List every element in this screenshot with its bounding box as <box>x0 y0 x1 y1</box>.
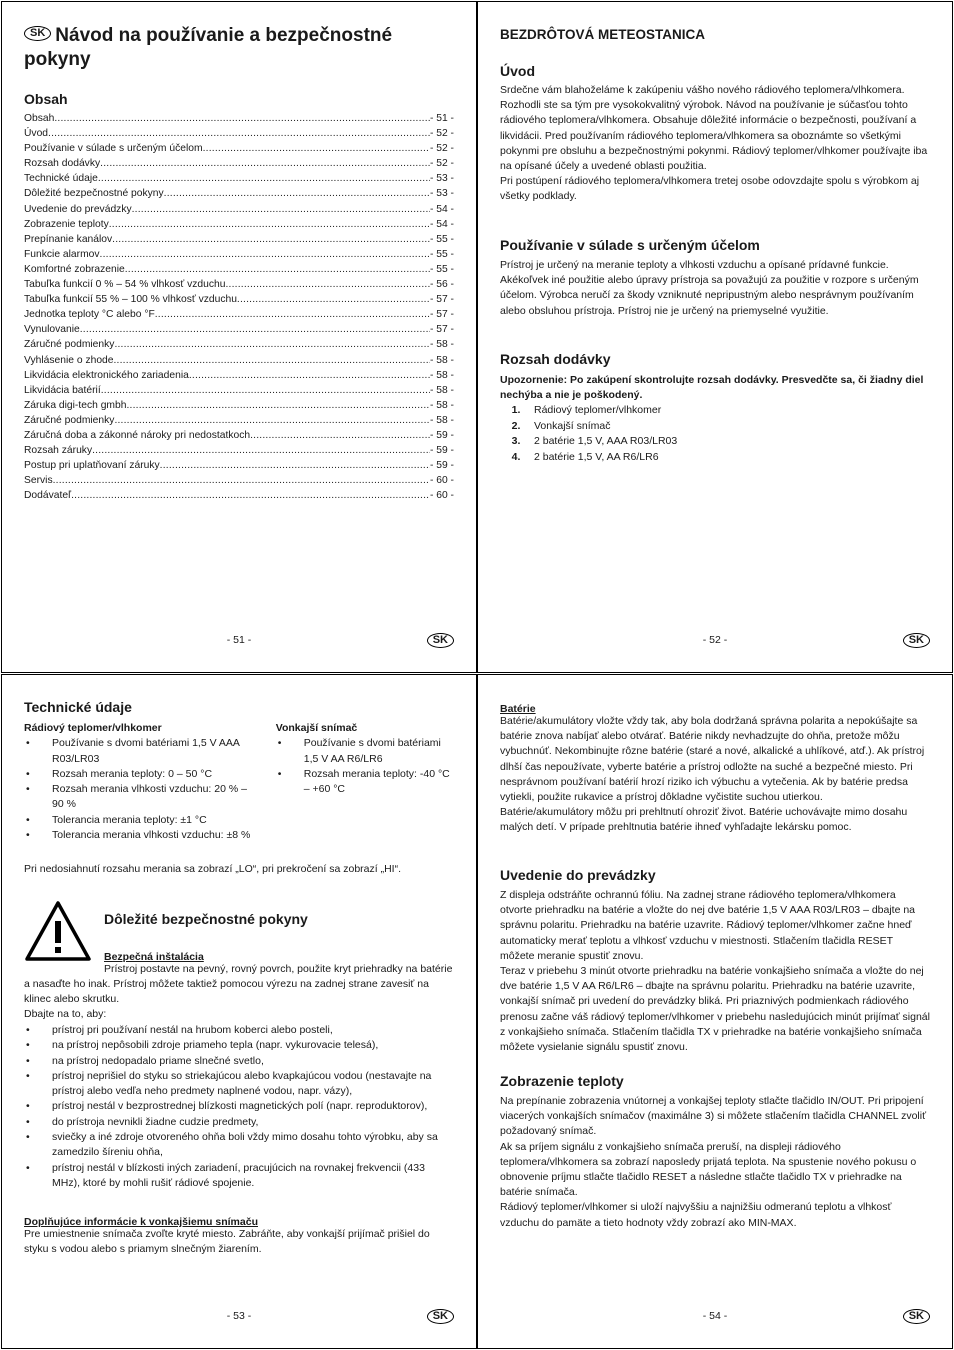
toc-leader <box>100 247 430 262</box>
item-number: 1. <box>511 404 521 416</box>
language-badge: SK <box>903 633 930 648</box>
page-53 <box>1 674 477 1349</box>
toc-entry-label: Tabuľka funkcií 0 % – 54 % vlhkosť vzduchu <box>24 279 226 291</box>
toc-entry-label: Rozsah dodávky <box>24 158 101 170</box>
toc-entry[interactable] <box>24 262 454 277</box>
toc-entry[interactable] <box>24 337 454 352</box>
list-item: • Používanie s dvomi batériami 1,5 V AA R6/LR6 <box>276 736 454 767</box>
toc-leader <box>250 428 430 443</box>
page-footer <box>24 1309 454 1325</box>
batteries-paragraph: Batérie/akumulátory môžu pri prehltnutí ohroziť život. Batérie uchovávajte mimo dosahu malých detí. V prípade prehltnutia batérie ihneď vyhľadajte lekársku pomoc. <box>500 806 908 834</box>
toc-entry[interactable] <box>24 307 454 322</box>
list-item <box>500 419 930 435</box>
section-heading-startup: Uvedenie do prevádzky <box>500 867 656 883</box>
toc-entry-label: Vyhlásenie o zhode <box>24 354 114 366</box>
toc-entry-label: Postup pri uplatňovaní záruky <box>24 460 160 472</box>
toc-entry-label: Vynulovanie <box>24 324 80 336</box>
toc-entry[interactable] <box>24 428 454 443</box>
toc-entry-label: Úvod <box>24 128 49 140</box>
intended-use-paragraph: Prístroj je určený na meranie teploty a vlhkosti vzduchu a opísané prídavné funkcie. Akékoľvek iné použitie alebo úpravy prístroja sa považujú za použitie v rozpore s určeným účelom. Výrobca neručí za škody vzniknuté nepripustným alebo nesprávnym používaním alebo obsluhou prístroja. Prístroj nie je určený na priemyselné využitie. <box>500 259 919 317</box>
toc-entry[interactable] <box>24 171 454 186</box>
page-footer <box>500 633 930 649</box>
section-heading-scope: Rozsah dodávky <box>500 351 611 367</box>
toc-entry-label: Prepínanie kanálov <box>24 233 113 245</box>
toc-entry[interactable] <box>24 458 454 473</box>
toc-heading: Obsah <box>24 91 68 107</box>
scope-list <box>500 403 930 465</box>
list-item: • prístroj pri používaní nestál na hrubom koberci alebo posteli, <box>24 1023 454 1038</box>
toc-entry[interactable] <box>24 277 454 292</box>
section-heading-intended-use: Používanie v súlade s určeným účelom <box>500 237 760 253</box>
list-item: • Používanie s dvomi batériami 1,5 V AAA R03/LR03 <box>24 736 258 767</box>
toc-leader <box>71 488 430 503</box>
page-number: - 54 - <box>702 1310 728 1322</box>
toc-leader <box>114 337 430 352</box>
toc-entry-page: - 52 - <box>429 143 454 155</box>
list-item: • Tolerancia merania teploty: ±1 °C <box>24 813 258 828</box>
toc-leader <box>160 458 430 473</box>
spec-column-heading: Vonkajší snímač <box>275 722 358 734</box>
toc-entry-label: Záručné podmienky <box>24 414 115 426</box>
toc-leader <box>112 232 430 247</box>
toc-entry-label: Záručné podmienky <box>24 339 115 351</box>
toc-leader <box>225 277 429 292</box>
toc-entry-page: - 57 - <box>429 324 454 336</box>
toc-entry-page: - 59 - <box>429 429 454 441</box>
toc-leader <box>48 126 430 141</box>
list-item: • na prístroj nedopadalo priame slnečné svetlo, <box>24 1054 454 1069</box>
toc-entry-page: - 53 - <box>429 173 454 185</box>
item-number: 4. <box>511 450 521 463</box>
intro-paragraph: Srdečne vám blahoželáme k zakúpeniu vášho nového rádiového teplomera/vlhkomera. Rozhodli ste sa tým pre vysokokvalitný výrobok. Návod na používanie je súčasťou tohto rádiového teplomera/vlhkomera. Obsahuje dôležité informácie o bezpečnosti, používaní a likvidácii. Pred používaním rádiového teplomera/vlhkomera sa oboznámte so všetkými pokynmi pre obsluhu a bezpečnostnými pokynmi. Rádiový teplomer/vlhkomer používajte iba na opísané účely a uvedené oblasti použitia. <box>500 84 928 173</box>
toc-entry[interactable] <box>24 473 454 488</box>
toc-entry-label: Zobrazenie teploty <box>24 218 109 230</box>
toc-entry[interactable] <box>24 292 454 307</box>
safety-list <box>24 1023 454 1191</box>
page-number: - 52 - <box>702 634 728 646</box>
toc-entry-page: - 57 - <box>429 309 454 321</box>
item-text: Vonkajší snímač <box>534 419 611 432</box>
toc-entry-page: - 56 - <box>429 279 454 291</box>
toc-leader <box>54 111 430 126</box>
toc-leader <box>189 368 430 383</box>
title-text: Návod na používanie a bezpečnostné pokyny <box>24 25 393 70</box>
toc-leader <box>92 443 430 458</box>
section-heading-temperature: Zobrazenie teploty <box>500 1073 624 1089</box>
toc-entry-label: Uvedenie do prevádzky <box>24 203 132 215</box>
toc-entry[interactable] <box>24 126 454 141</box>
toc-leader <box>114 413 430 428</box>
list-item: • na prístroj nepôsobili zdroje priameho tepla (napr. vykurovacie telesá), <box>24 1038 454 1053</box>
list-item: • prístroj neprišiel do styku so striekajúcou alebo kvapkajúcou vodou (nestavajte na prístroj alebo vedľa neho predmety naplnené vodou, napr. vázy), <box>24 1069 454 1100</box>
toc-leader <box>80 322 430 337</box>
toc-leader <box>125 262 430 277</box>
toc-entry-page: - 59 - <box>429 445 454 457</box>
section-heading-safety: Dôležité bezpečnostné pokyny <box>104 911 308 927</box>
page-footer <box>24 633 454 649</box>
toc-entry-page: - 58 - <box>429 399 454 411</box>
toc-leader <box>101 383 430 398</box>
toc-entry-page: - 55 - <box>429 233 454 245</box>
toc-entry-label: Dôležité bezpečnostné pokyny <box>24 188 164 200</box>
toc-entry-label: Komfortné zobrazenie <box>24 263 125 275</box>
toc-leader <box>164 186 430 201</box>
toc-entry[interactable] <box>24 413 454 428</box>
toc-entry[interactable] <box>24 217 454 232</box>
toc-entry-page: - 60 - <box>429 490 454 502</box>
page-footer <box>500 1309 930 1325</box>
toc-entry[interactable] <box>24 443 454 458</box>
toc-entry-page: - 52 - <box>429 158 454 170</box>
toc-entry-page: - 57 - <box>429 294 454 306</box>
toc-entry-page: - 58 - <box>429 369 454 381</box>
toc-leader <box>126 398 430 413</box>
page-number: - 53 - <box>226 1310 252 1322</box>
toc-entry-page: - 55 - <box>429 263 454 275</box>
list-item: • do prístroja nevnikli žiadne cudzie predmety, <box>24 1115 454 1130</box>
toc-leader <box>237 292 430 307</box>
toc-entry[interactable] <box>24 232 454 247</box>
page-title <box>24 24 454 72</box>
toc-entry-page: - 60 - <box>429 475 454 487</box>
list-item: • Rozsah merania vlhkosti vzduchu: 20 % – 90 % <box>24 782 258 813</box>
list-item: • Rozsah merania teploty: 0 – 50 °C <box>24 767 258 782</box>
list-item <box>500 403 930 419</box>
table-of-contents <box>24 111 454 503</box>
list-item: • prístroj nestál v blízkosti iných zariadení, pracujúcich na rovnakej frekvencii (433 MHz), ktoré by mohli rušiť rádiové spojenie. <box>24 1161 454 1192</box>
toc-entry-label: Záruka digi-tech gmbh <box>24 399 127 411</box>
toc-entry-label: Servis <box>24 475 53 487</box>
toc-entry-page: - 58 - <box>429 339 454 351</box>
scope-note: Upozornenie: Po zakúpení skontrolujte rozsah dodávky. Presvedčte sa, či žiadny diel nechýba a nie je poškodený. <box>500 374 924 402</box>
warning-icon <box>24 899 92 963</box>
section-heading-tech: Technické údaje <box>24 699 132 715</box>
toc-entry-label: Likvidácia elektronického zariadenia <box>24 369 189 381</box>
toc-leader <box>98 171 430 186</box>
toc-entry[interactable] <box>24 111 454 126</box>
toc-leader <box>114 353 430 368</box>
toc-entry-page: - 53 - <box>429 188 454 200</box>
tech-specs <box>24 721 454 843</box>
sub-heading-batteries: Batérie <box>500 703 536 715</box>
toc-entry-page: - 59 - <box>429 460 454 472</box>
language-badge: SK <box>427 1309 454 1324</box>
toc-entry[interactable] <box>24 383 454 398</box>
install-paragraph: Prístroj postavte na pevný, rovný povrch, použite kryt priehradky na batérie a nasaďte ho inak. Prístroj môžete taktiež pomocou výrezu na zadnej strane zavesiť na klinec alebo skrutku. <box>24 963 453 1006</box>
temperature-paragraph: Na prepínanie zobrazenia vnútornej a vonkajšej teploty stlačte tlačidlo IN/OUT. Pri pripojení viacerých vonkajších snímačov (maximálne 3) si môžete stlačením tlačidla CHANNEL zvoliť požadovaný snímač. <box>500 1095 927 1138</box>
sub-heading-install: Bezpečná inštalácia <box>104 951 204 963</box>
toc-entry-label: Záručná doba a zákonné nároky pri nedostatkoch <box>24 429 251 441</box>
temperature-paragraph: Rádiový teplomer/vlhkomer si uloží najvyššiu a najnižšiu odmeranú teplotu a vlhkosť vzduchu do pamäte a tieto hodnoty vždy zobrazí ako MIN-MAX. <box>500 1201 892 1229</box>
toc-entry-page: - 58 - <box>429 414 454 426</box>
list-item: • prístroj nestál v bezprostrednej blízkosti magnetických polí (napr. reproduktorov), <box>24 1099 454 1114</box>
toc-entry-label: Tabuľka funkcií 55 % – 100 % vlhkosť vzduchu <box>24 294 237 306</box>
page-52 <box>477 1 953 673</box>
sensor-paragraph: Pre umiestnenie snímača zvoľte kryté miesto. Zabráňte, aby vonkajší prijímač prišiel do styku s vodou alebo s priamym slnečným žiarením. <box>24 1228 430 1256</box>
toc-entry[interactable] <box>24 141 454 156</box>
list-item: • Tolerancia merania vlhkosti vzduchu: ±8 % <box>24 828 258 843</box>
observe-label: Dbajte na to, aby: <box>24 1008 107 1020</box>
page-number: - 51 - <box>226 634 252 646</box>
toc-leader <box>132 202 430 217</box>
batteries-paragraph: Batérie/akumulátory vložte vždy tak, aby bola dodržaná správna polarita a nepokúšajte sa batérie znova nabíjať alebo otvárať. Batérie nikdy nevhadzujte do ohňa, pretože môžu vybuchnúť. Nekombinujte rôzne batérie (staré a nové, alkalické a uhlíkové, atď.). Ak prístroj dlhší čas nepoužívate, vyberte batérie a prístroj odložte na suché a bezpečné miesto. Pri nesprávnom používaní batérií hrozí riziko ich výbuchu a vytečenia. Ak by batérie predsa vytiekli, použite rukavice a prístroj dôkladne vyčistite suchou utierkou. <box>500 715 925 804</box>
toc-entry[interactable] <box>24 186 454 201</box>
toc-entry-label: Používanie v súlade s určeným účelom <box>24 143 203 155</box>
language-badge: SK <box>903 1309 930 1324</box>
language-badge: SK <box>24 26 51 41</box>
toc-entry[interactable] <box>24 247 454 262</box>
toc-entry-page: - 51 - <box>429 113 454 124</box>
list-item <box>500 450 930 466</box>
range-note: Pri nedosiahnutí rozsahu merania sa zobrazí „LO“, pri prekročení sa zobrazí „HI“. <box>24 863 401 875</box>
toc-entry[interactable] <box>24 368 454 383</box>
toc-entry-label: Rozsah záruky <box>24 445 93 457</box>
toc-entry[interactable] <box>24 322 454 337</box>
startup-paragraph: Z displeja odstráňte ochrannú fóliu. Na zadnej strane rádiového teplomera/vlhkomera otvorte priehradku na batérie a vložte do nej dve batérie 1,5 V AAA R03/LR03 – dbajte na správnu polaritu. Priehradku na batérie uzavrite. Rádiový teplomer/vlhkomer začne hneď automaticky merať teplotu a vlhkosť vzduchu v miestnosti. Stlačením tlačidla RESET môžete meranie spustiť znovu. <box>500 889 916 962</box>
toc-entry[interactable] <box>24 398 454 413</box>
toc-entry-label: Obsah <box>24 113 55 124</box>
toc-entry[interactable] <box>24 353 454 368</box>
item-number: 2. <box>511 419 521 432</box>
section-heading-intro: Úvod <box>500 63 535 79</box>
toc-entry-page: - 52 - <box>429 128 454 140</box>
toc-entry-page: - 55 - <box>429 248 454 260</box>
list-item: • Rozsah merania teploty: -40 °C – +60 °C <box>276 767 454 798</box>
toc-leader <box>100 156 430 171</box>
page-54 <box>477 674 953 1349</box>
item-number: 3. <box>511 435 521 447</box>
spec-list <box>24 736 258 843</box>
item-text: 2 batérie 1,5 V, AAA R03/LR03 <box>534 435 678 447</box>
temperature-paragraph: Ak sa príjem signálu z vonkajšieho snímača preruší, na displeji rádiového teplomera/vlhkomera sa zobrazí naposledy prijatá teplota. Na spustenie nového pokusu o obnovenie príjmu stlačte tlačidlo RESET a následne stlačte tlačidlo TX v priehradke na batérie snímača. <box>500 1140 917 1199</box>
toc-entry-page: - 58 - <box>429 354 454 366</box>
document-heading: BEZDRÔTOVÁ METEOSTANICA <box>500 27 706 42</box>
toc-leader <box>109 217 430 232</box>
item-text: Rádiový teplomer/vlhkomer <box>534 404 662 416</box>
intro-paragraph: Pri postúpení rádiového teplomera/vlhkomera tretej osobe odovzdajte spolu s výrobkom aj všetky podklady. <box>500 175 920 203</box>
toc-entry-label: Technické údaje <box>24 173 98 185</box>
toc-entry-page: - 54 - <box>429 203 454 215</box>
toc-leader <box>53 473 430 488</box>
toc-entry-label: Likvidácia batérií <box>24 384 101 396</box>
item-text: 2 batérie 1,5 V, AA R6/LR6 <box>534 450 659 463</box>
toc-entry-page: - 54 - <box>429 218 454 230</box>
toc-entry-label: Jednotka teploty °C alebo °F <box>24 309 155 321</box>
toc-entry[interactable] <box>24 156 454 171</box>
toc-entry[interactable] <box>24 202 454 217</box>
list-item: • sviečky a iné zdroje otvoreného ohňa boli vždy mimo dosahu tohto výrobku, aby sa zamedzilo šíreniu ohňa, <box>24 1130 454 1161</box>
toc-entry-label: Dodávateľ <box>24 490 72 502</box>
page-51 <box>1 1 477 673</box>
toc-entry[interactable] <box>24 488 454 503</box>
sub-heading-sensor: Doplňujúce informácie k vonkajšiemu snímaču <box>24 1216 258 1228</box>
spec-list <box>276 736 454 797</box>
toc-leader <box>155 307 430 322</box>
toc-leader <box>203 141 430 156</box>
spec-column-heading: Rádiový teplomer/vlhkomer <box>24 722 162 734</box>
list-item <box>500 434 930 450</box>
toc-entry-page: - 58 - <box>429 384 454 396</box>
language-badge: SK <box>427 633 454 648</box>
toc-entry-label: Funkcie alarmov <box>24 248 100 260</box>
startup-paragraph: Teraz v priebehu 3 minút otvorte priehradku na batérie vonkajšieho snímača a vložte do nej dve batérie 1,5 V AA R6/LR6 – dbajte na správnu polaritu. Priehradku na batérie uzavrite, vonkajší snímač pri uvedení do prevádzky bliká. Pri priaznivých podmienkach rádiového prenosu začne váš rádiový teplomer/vlhkomer v priebehu nasledujúcich minút prijímať signál z vonkajšieho snímača. Stlačením tlačidla TX v priehradke na batérie vonkajšieho snímača môžete vysielanie signálu spustiť znovu. <box>500 965 930 1054</box>
